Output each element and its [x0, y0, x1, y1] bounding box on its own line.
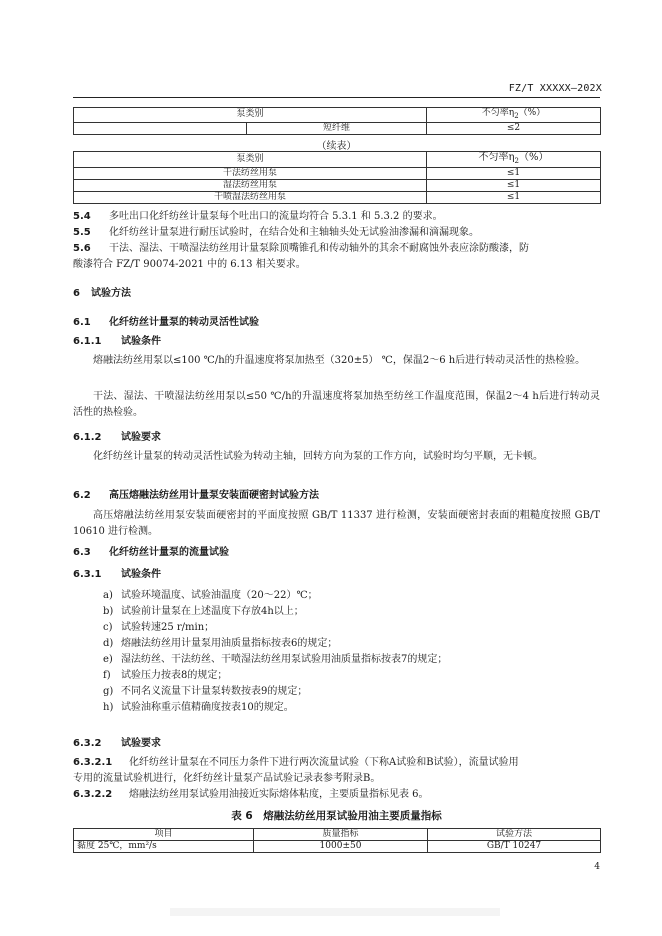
- table-cell-method: GB/T 10247: [428, 841, 601, 853]
- section-6-3-1-heading: 6.3.1 试验条件: [73, 569, 161, 580]
- table-continued: [73, 151, 601, 204]
- table-header-row: [74, 152, 601, 168]
- section-6-2-heading: 6.2 高压熔融法纺丝用计量泵安装面硬密封试验方法: [73, 490, 319, 501]
- table-cell-value: ≤1: [427, 192, 601, 204]
- table-row: [74, 122, 601, 134]
- clause-6-3-2-1: 6.3.2.1 化纤纺丝计量泵在不同压力条件下进行两次流量试验（下称A试验和B试验），流量试验用: [73, 757, 519, 768]
- section-6-1-2-heading: 6.1.2 试验要求: [73, 432, 161, 443]
- header-uneven-rate: 不匀率$\eta_2(\%)$: [427, 108, 601, 123]
- table-cell-category: 湿法纺丝用泵: [74, 180, 427, 192]
- header-quality-index: 质量指标: [254, 829, 428, 841]
- paragraph-6-1-1-b: 干法、湿法、干喷湿法纺丝用泵以≤50 ℃/h的升温速度将泵加热至纺丝工作温度范围，保温2～4 h后进行转动灵活性的热检验。: [73, 391, 600, 418]
- header-test-method: 试验方法: [428, 829, 601, 841]
- section-6-heading: 6 试验方法: [73, 288, 131, 299]
- table-cell-category: 短纤维: [247, 122, 427, 134]
- section-6-1-1-heading: 6.1.1 试验条件: [73, 336, 161, 347]
- footer-watermark-band: [170, 908, 500, 916]
- table-row: [74, 168, 601, 180]
- table-cell-empty: [74, 122, 247, 134]
- table-cell-value: ≤1: [427, 168, 601, 180]
- clause-5-4: 5.4 多吐出口化纤纺丝计量泵每个吐出口的流量均符合 5.3.1 和 5.3.2 的要求。: [73, 211, 443, 222]
- table-cell-quality: 1000±50: [254, 841, 428, 853]
- list-item: b) 试验前计量泵在上述温度下存放4h以上；: [103, 606, 304, 617]
- table-row: [74, 841, 601, 853]
- table-header-row: [74, 108, 601, 123]
- list-item: c) 试验转速25 r/min；: [103, 622, 215, 633]
- header-pump-type: 泵类别: [74, 152, 427, 168]
- clause-5-6-cont: 酸漆符合 FZ/T 90074-2021 中的 6.13 相关要求。: [73, 259, 306, 270]
- header-pump-type: 泵类别: [74, 108, 427, 123]
- section-6-1-heading: 6.1 化纤纺丝计量泵的转动灵活性试验: [73, 317, 259, 328]
- clause-6-3-2-1-cont: 专用的流量试验机进行，化纤纺丝计量泵产品试验记录表参考附录B。: [73, 773, 381, 784]
- table-6-caption: 表 6 熔融法纺丝用泵试验用油主要质量指标: [231, 810, 442, 822]
- standard-code: FZ/T XXXXX—202X: [508, 83, 602, 94]
- table-6: [73, 828, 601, 853]
- header-item: 项目: [74, 829, 254, 841]
- page-number: 4: [594, 862, 600, 872]
- paragraph-6-1-2: 化纤纺丝计量泵的转动灵活性试验为转动主轴，回转方向为泵的工作方向，试验时均匀平顺，无卡顿。: [93, 451, 543, 462]
- paragraph-6-2: 高压熔融法纺丝用泵安装面硬密封的平面度按照 GB/T 11337 进行检测，安装面硬密封表面的粗糙度按照 GB/T 10610 进行检测。: [73, 510, 600, 537]
- clause-5-5: 5.5 化纤纺丝计量泵进行耐压试验时，在结合处和主轴轴头处无试验油渗漏和滴漏现象。: [73, 227, 479, 238]
- paragraph-6-1-1-a: 熔融法纺丝用泵以≤100 ℃/h的升温速度将泵加热至（320±5） ℃，保温2～6 h后进行转动灵活性的热检验。: [93, 355, 586, 366]
- header-rule: [73, 97, 600, 98]
- table-header-row: [74, 829, 601, 841]
- table-cell-category: 干喷湿法纺丝用泵: [74, 192, 427, 204]
- section-6-3-heading: 6.3 化纤纺丝计量泵的流量试验: [73, 547, 229, 558]
- list-item: h) 试验油称重示值精确度按表10的规定。: [103, 702, 294, 713]
- clause-5-6: 5.6 干法、湿法、干喷湿法纺丝用计量泵除顶嘴锥孔和传动轴外的其余不耐腐蚀外表应涂防酸漆，防: [73, 243, 529, 254]
- continued-label: （续表）: [316, 141, 357, 152]
- table-cell-value: ≤2: [427, 122, 601, 134]
- header-uneven-rate: 不匀率$\eta_2(\%)$: [427, 152, 601, 168]
- list-item: g) 不同名义流量下计量泵转数按表9的规定；: [103, 686, 308, 697]
- table-cell-value: ≤1: [427, 180, 601, 192]
- table-row: [74, 180, 601, 192]
- section-6-3-2-heading: 6.3.2 试验要求: [73, 738, 161, 749]
- list-item: e) 湿法纺丝、干法纺丝、干喷湿法纺丝用泵试验用油质量指标按表7的规定；: [103, 654, 448, 665]
- table-cell-item: 黏度 25℃，mm²/s: [74, 841, 254, 853]
- table-top-fragment: [73, 107, 601, 135]
- list-item: a) 试验环境温度、试验油温度（20～22）℃；: [103, 590, 318, 601]
- list-item: f) 试验压力按表8的规定；: [103, 670, 228, 681]
- list-item: d) 熔融法纺丝用计量泵用油质量指标按表6的规定；: [103, 638, 338, 649]
- table-cell-category: 干法纺丝用泵: [74, 168, 427, 180]
- clause-6-3-2-2: 6.3.2.2 熔融法纺丝用泵试验用油接近实际熔体粘度，主要质量指标见表 6。: [73, 789, 429, 800]
- table-row: [74, 192, 601, 204]
